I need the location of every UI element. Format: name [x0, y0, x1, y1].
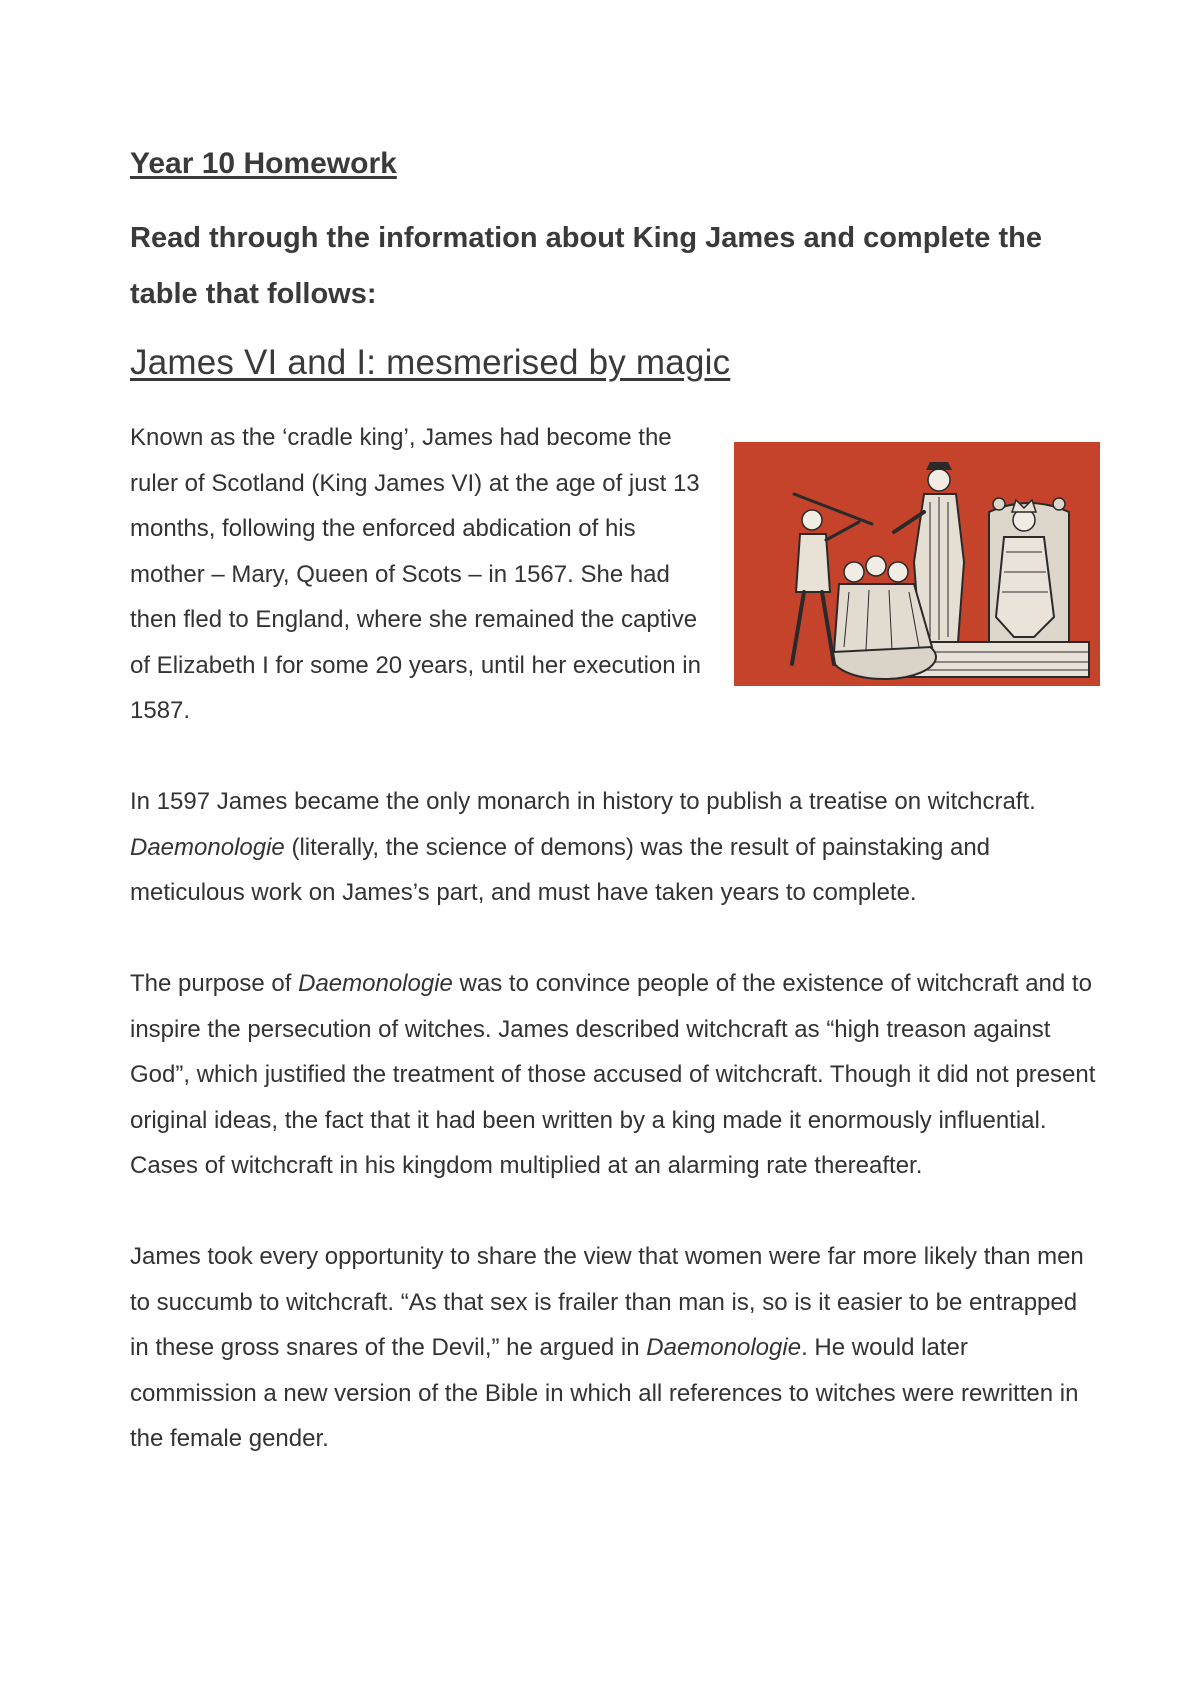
paragraph-4-italic: Daemonologie: [646, 1334, 802, 1361]
paragraph-4: [130, 1234, 1100, 1462]
paragraph-2: [130, 779, 1100, 916]
article-title: James VI and I: mesmerised by magic: [130, 343, 731, 382]
paragraph-4-text-a: James took every opportunity to share the view that women were far more likely than men to succumb to witchcraft. “As that sex is frailer than man is, so is it easier to be entrapped in these gross snares of the Devil,” he argued in: [130, 1243, 1084, 1361]
paragraph-2-italic: Daemonologie: [130, 833, 285, 861]
paragraph-3: [130, 961, 1100, 1189]
paragraph-4-text-b: . He would later commission a new version of the Bible in which all references to witches were rewritten in the female gender.: [130, 1334, 1079, 1452]
paragraph-2-text-a: In 1597 James became the only monarch in history to publish a treatise on witchcraft.: [130, 788, 1036, 815]
paragraph-3-text-b: was to convince people of the existence of witchcraft and to inspire the persecution of witches. James described witchcraft as “high treason against God”, which justified the treatment of those accused of witchcraft. Though it did not present original ideas, the fact that it had been written by a king made it enormously influential. Cases of witchcraft in his kingdom multiplied at an alarming rate thereafter.: [130, 970, 1096, 1179]
paragraph-1: Known as the ‘cradle king’, James had become the ruler of Scotland (King James VI) at the age of just 13 months, following the enforced abdication of his mother – Mary, Queen of Scots – in 1567. She had then fled to England, where she remained the captive of Elizabeth I for some 20 years, until her execution in 1587.: [130, 424, 701, 724]
instruction-text: Read through the information about King James and complete the table that follows:: [130, 222, 1042, 310]
woodcut-illustration: [734, 442, 1100, 686]
article-body: [130, 415, 1100, 1507]
paragraph-3-italic: Daemonologie: [298, 970, 453, 997]
paragraph-3-text-a: The purpose of: [130, 970, 299, 997]
homework-title: Year 10 Homework: [130, 147, 397, 180]
paragraph-2-text-b: (literally, the science of demons) was the result of painstaking and meticulous work on James’s part, and must have taken years to complete.: [130, 833, 991, 906]
